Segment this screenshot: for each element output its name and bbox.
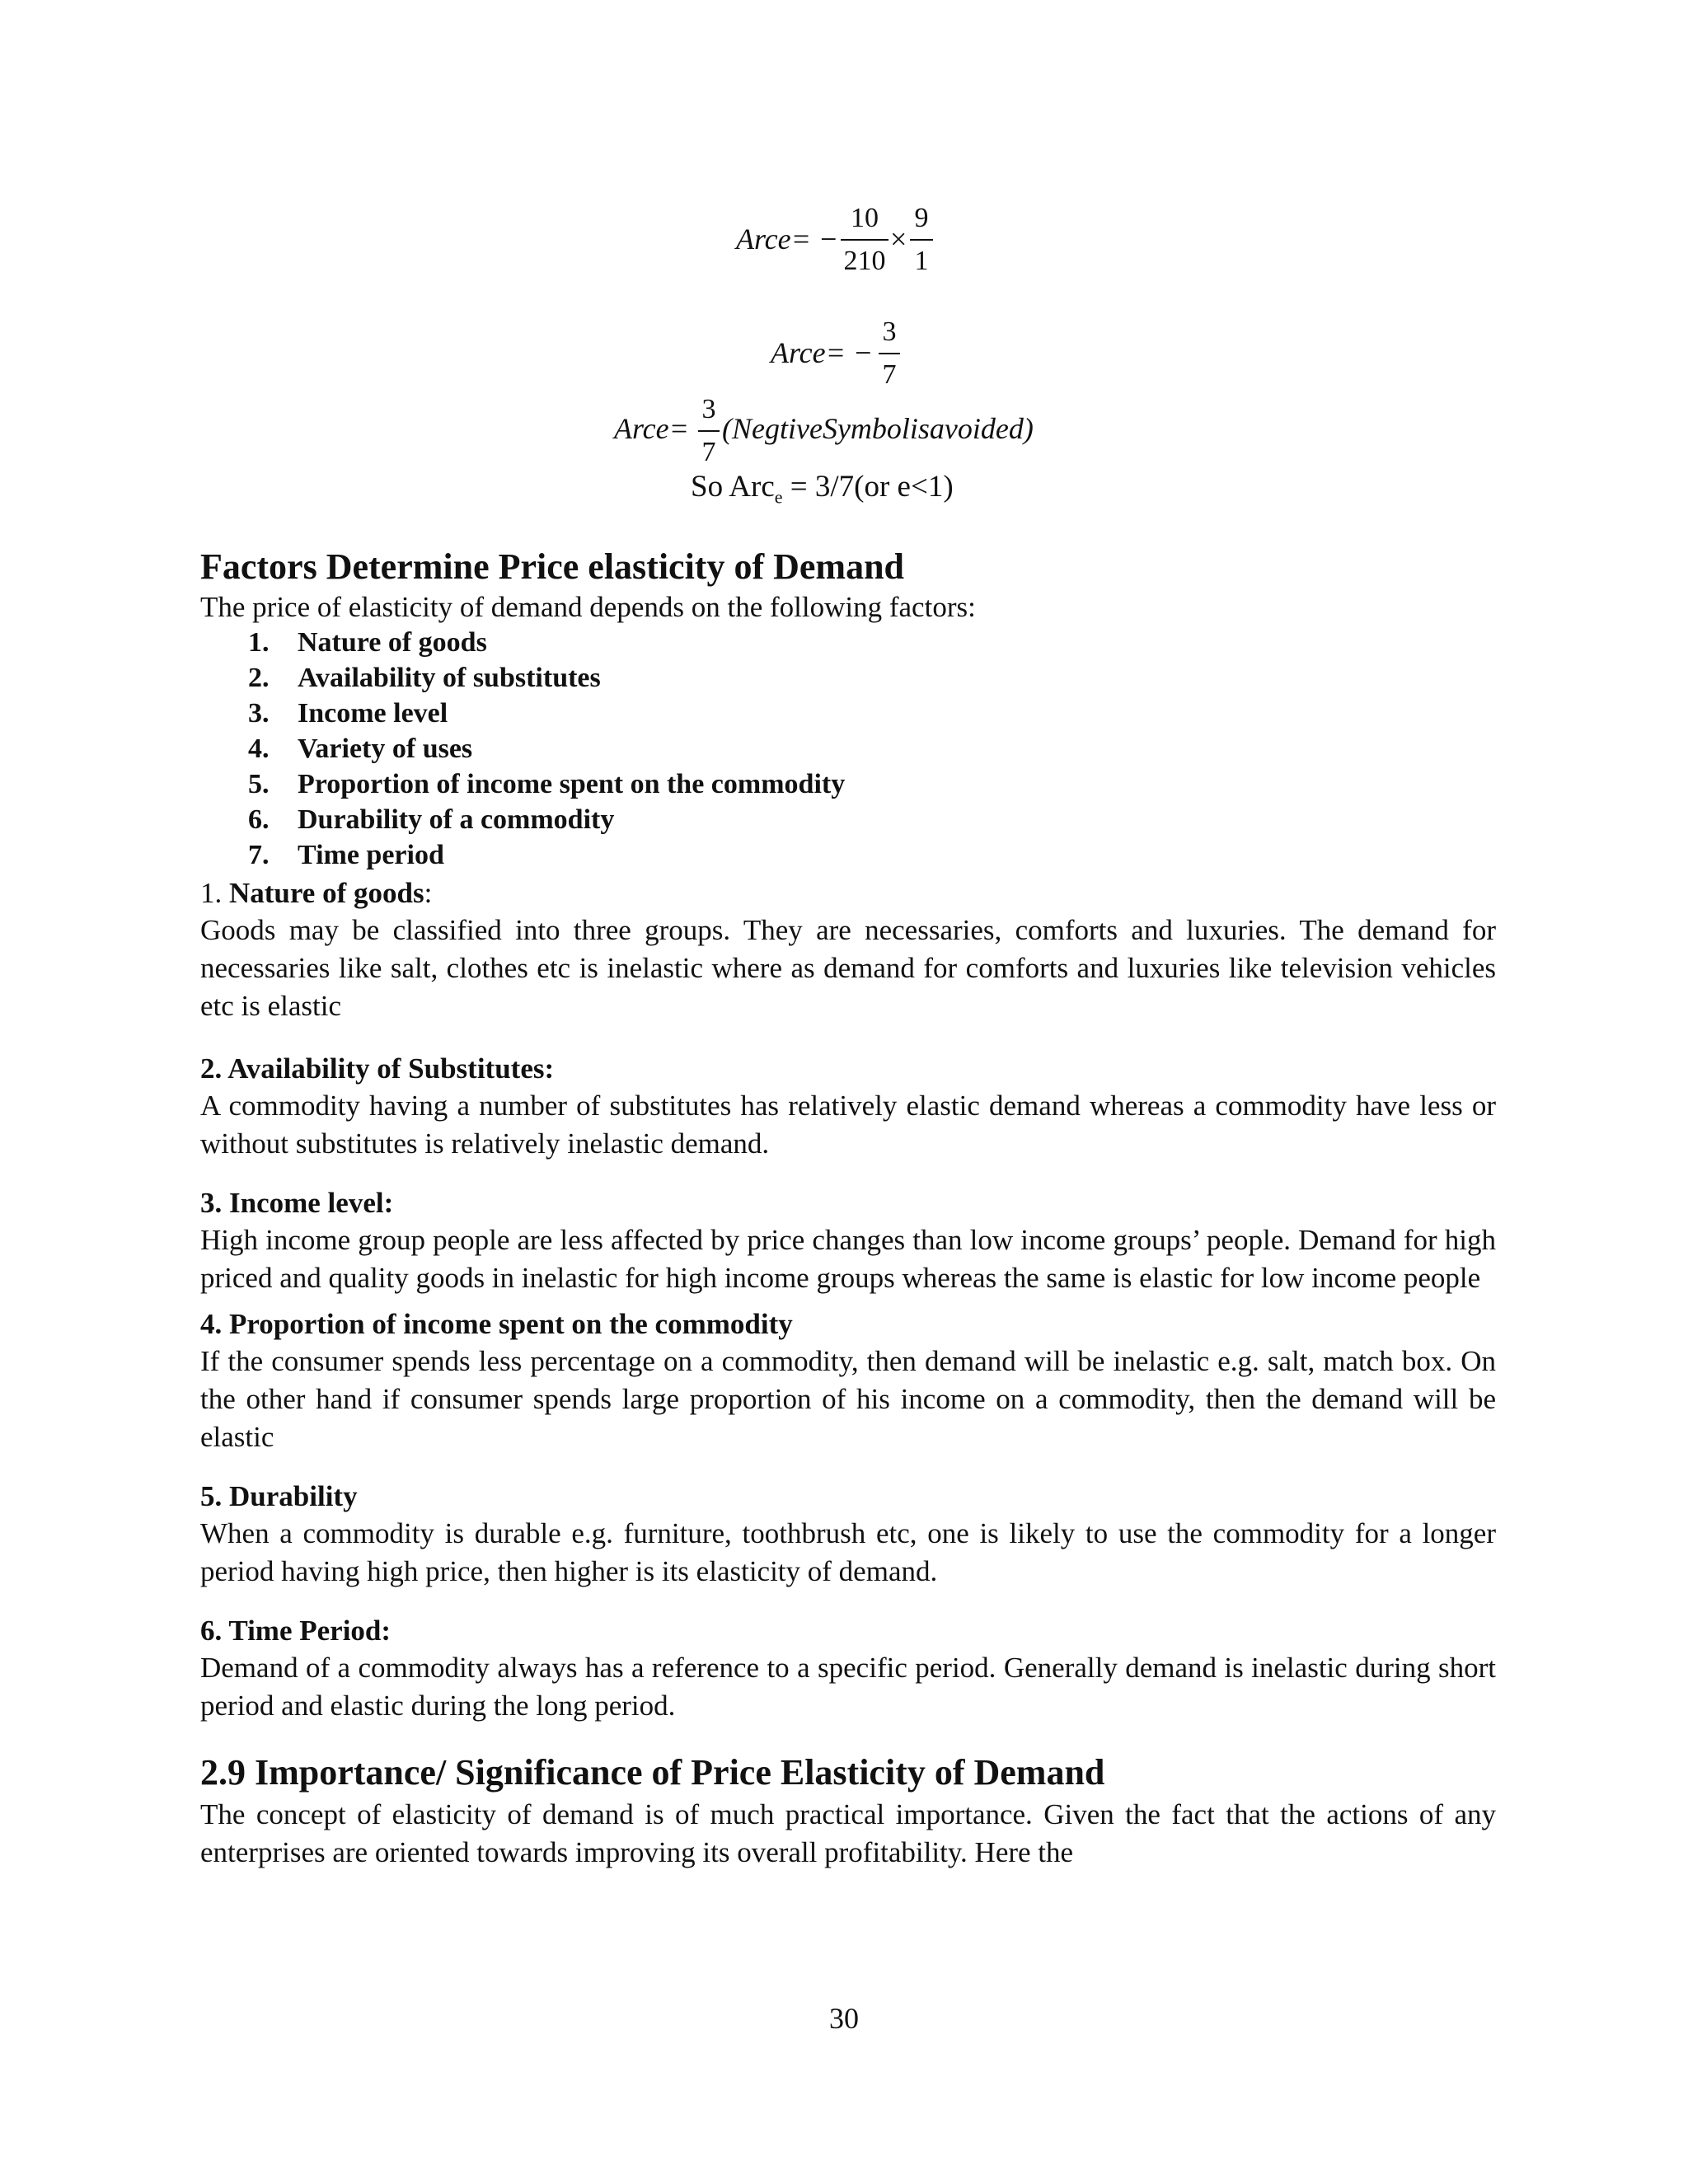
fraction-numerator: 3: [701, 394, 716, 424]
subsection-title: 5. Durability: [200, 1480, 358, 1512]
equation-2: [771, 338, 873, 368]
main-content: [200, 544, 1496, 1872]
fraction-bar: [841, 239, 889, 241]
equation-1-fraction-2: [910, 203, 933, 277]
equation-4: So Arc$_e$ = 3/7(or e<1): [691, 470, 954, 508]
subsection-availability: [200, 1050, 1496, 1163]
fraction-bar: [910, 239, 933, 241]
fraction-bar: [698, 430, 720, 432]
fraction-denominator: 7: [882, 359, 897, 390]
equation-1: [736, 224, 838, 254]
fraction-denominator: 7: [701, 437, 716, 467]
importance-paragraph: The concept of elasticity of demand is of much practical importance. Given the fact that the actions of any enterprises are oriented towards improving its overall profitability. Here the: [200, 1798, 1496, 1868]
subsection-body: High income group people are less affected by price changes than low income groups’ people. Demand for high priced and quality goods in inelastic for high income groups whereas the same is elastic for low income people: [200, 1224, 1496, 1294]
subsection-title: 4. Proportion of income spent on the commodity: [200, 1308, 793, 1340]
list-item: 1. Nature of goods: [248, 627, 487, 658]
factors-list: [200, 625, 1496, 873]
subsection-body: If the consumer spends less percentage on a commodity, then demand will be inelastic e.g. salt, match box. On the other hand if consumer spends large proportion of his income on a commodity, then the demand will be elastic: [200, 1345, 1496, 1453]
subsection-title: 1. Nature of goods:: [200, 877, 433, 909]
fraction-numerator: 9: [914, 203, 929, 233]
times-sign: ×: [890, 223, 907, 255]
equation-2-lhs: Arce= −: [771, 336, 874, 369]
section-heading-importance: 2.9 Importance/ Significance of Price Elasticity of Demand: [200, 1752, 1105, 1793]
subsection-body: A commodity having a number of substitutes has relatively elastic demand whereas a commodity have less or without substitutes is relatively inelastic demand.: [200, 1090, 1496, 1160]
subsection-durability: [200, 1478, 1496, 1591]
list-item: 3. Income level: [248, 698, 448, 729]
fraction-numerator: 3: [882, 316, 897, 347]
section-heading: Factors Determine Price elasticity of Demand: [200, 546, 905, 587]
subsection-title: 6. Time Period:: [200, 1615, 392, 1647]
fraction-denominator: 1: [914, 246, 929, 276]
subsection-title: 3. Income level:: [200, 1187, 394, 1219]
equation-1-fraction-1: [841, 203, 889, 277]
page-number: 30: [829, 2002, 859, 2035]
equation-3-fraction: [698, 394, 720, 468]
equation-3-lhs: Arce=: [614, 412, 689, 445]
equation-1-lhs: Arce= −: [736, 223, 839, 255]
subsection-income-level: [200, 1184, 1496, 1297]
subsection-proportion: [200, 1305, 1496, 1456]
list-item: 4. Variety of uses: [248, 733, 473, 764]
list-item: 2. Availability of substitutes: [248, 663, 601, 693]
list-item: 6. Durability of a commodity: [248, 804, 615, 835]
fraction-bar: [879, 353, 900, 354]
subsection-nature-of-goods: [200, 874, 1496, 1025]
equation-2-fraction: [879, 316, 900, 391]
fraction-denominator: 210: [843, 246, 886, 276]
subsection-body: When a commodity is durable e.g. furniture, toothbrush etc, one is likely to use the commodity for a longer period having high price, then higher is its elasticity of demand.: [200, 1517, 1496, 1587]
subsection-body: Demand of a commodity always has a reference to a specific period. Generally demand is inelastic during short period and elastic during the long period.: [200, 1652, 1496, 1722]
intro-paragraph: The price of elasticity of demand depends on the following factors:: [200, 591, 976, 623]
equation-3: [614, 414, 689, 443]
equation-3-note: (NegtiveSymbolisavoided): [722, 412, 1034, 445]
list-item: 7. Time period: [248, 840, 444, 870]
subsection-body: Goods may be classified into three groups. They are necessaries, comforts and luxuries. The demand for necessaries like salt, clothes etc is inelastic where as demand for comforts and luxuries like television vehicles etc is elastic: [200, 914, 1496, 1022]
fraction-numerator: 10: [851, 203, 879, 233]
list-item: 5. Proportion of income spent on the commodity: [248, 769, 846, 799]
subsection-time-period: [200, 1612, 1496, 1725]
subsection-title: 2. Availability of Substitutes:: [200, 1052, 555, 1085]
